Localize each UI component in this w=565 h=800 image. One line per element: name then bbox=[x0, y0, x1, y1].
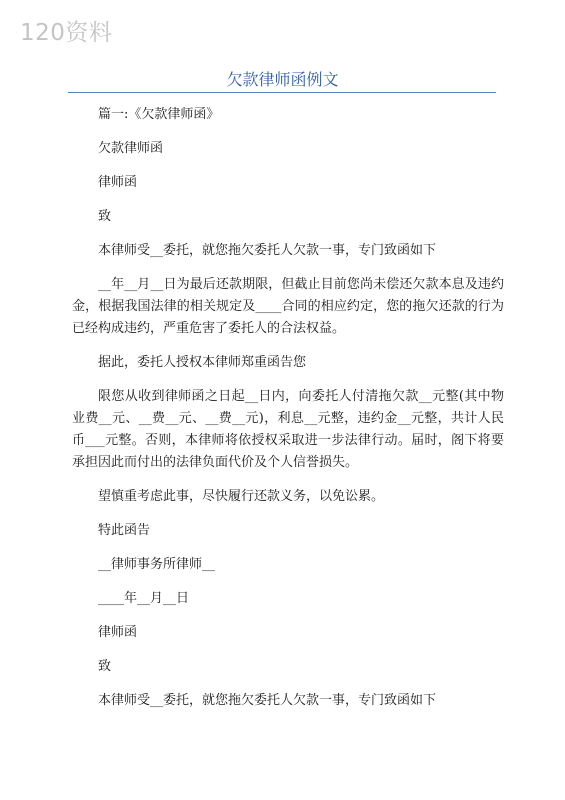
letter-paragraph-notice: 据此，委托人授权本律师郑重函告您 bbox=[98, 355, 307, 370]
letter-paragraph-advice: 望慎重考虑此事，尽快履行还款义务，以免讼累。 bbox=[98, 489, 385, 504]
letter-paragraph-default: __年__月__日为最后还款期限，但截止目前您尚未偿还欠款本息及违约金，根据我国法律的相关规定及____合同的相应约定，您的拖欠还款的行为已经构成违约，严重危害了委托人的合法权益。 bbox=[72, 277, 504, 336]
document-title: 欠款律师函例文 bbox=[226, 70, 339, 89]
salutation: 致 bbox=[98, 209, 112, 224]
letter-paragraph-demand: 限您从收到律师函之日起__日内，向委托人付清拖欠款__元整(其中物业费__元、__费__元、__费__元)，利息__元整，违约金__元整，共计人民币___元整。否则，本律师将依授权采取进一步法律行动。届时，阁下将要承担因此而付出的法律负面代价及个人信誉损失。 bbox=[72, 389, 504, 470]
letter-intro-2: 本律师受__委托，就您拖欠委托人欠款一事，专门致函如下 bbox=[98, 693, 437, 708]
document-body bbox=[72, 104, 504, 724]
letter-subheading: 律师函 bbox=[98, 175, 138, 190]
salutation-2: 致 bbox=[98, 659, 112, 674]
letter-date: ____年__月__日 bbox=[98, 591, 190, 606]
watermark-logo: 120资料 bbox=[20, 20, 113, 46]
section-heading: 篇一:《欠款律师函》 bbox=[98, 107, 220, 122]
letter-subheading-2: 律师函 bbox=[98, 625, 138, 640]
letter-closing: 特此函告 bbox=[98, 523, 151, 538]
letter-intro: 本律师受__委托，就您拖欠委托人欠款一事，专门致函如下 bbox=[98, 243, 437, 258]
letter-signature: __律师事务所律师__ bbox=[98, 557, 216, 572]
title-divider bbox=[68, 92, 496, 93]
letter-heading: 欠款律师函 bbox=[98, 141, 164, 156]
